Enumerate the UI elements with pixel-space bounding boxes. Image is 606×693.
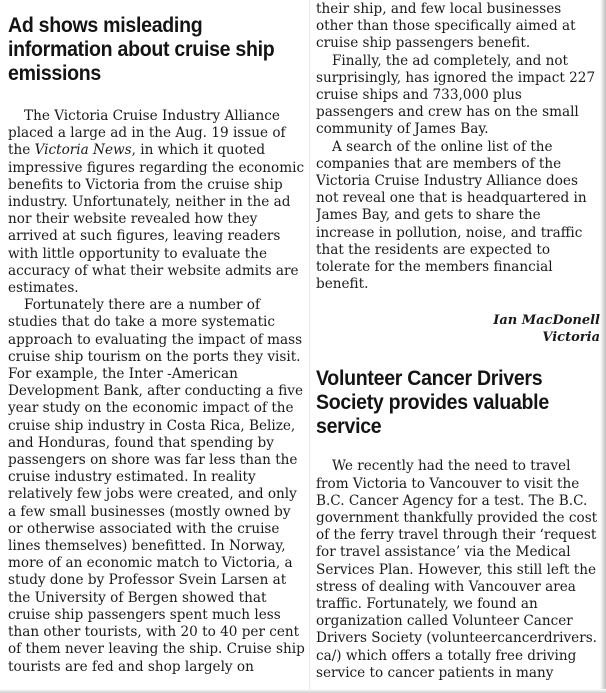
letter-1-body-left	[8, 108, 308, 676]
paragraph: A search of the online list of the companies that are members of the Victoria Cruise Industry Alliance does not reveal one that is headquartered in James Bay, and gets to share the increase in pollution, noise, and traffic that the residents are expected to tolerate for the members financial benefit.	[316, 138, 587, 293]
text-run: , in which it quoted impressive figures regarding the economic benefits to Victoria from the cruise ship industry. Unfortunately, neither in the ad nor their website revealed how they arrived at such figures, leaving readers with little opportunity to evaluate the accuracy of what their website admits are estimates.	[8, 142, 305, 297]
left-column	[8, 0, 308, 693]
letter-1-headline	[8, 14, 308, 86]
headline-line: emissions	[8, 62, 102, 85]
page-bottom-shadow	[0, 689, 606, 693]
paragraph: We recently had the need to travel from Victoria to Vancouver to visit the B.C. Cancer Agency for a test. The B.C. government thankfully provided the cost of the ferry travel through their ‘request for travel assistance’ via the Medical Services Plan. However, this still left the stress of dealing with Vancouver area traffic. Fortunately, we found an organization called Volunteer Cancer Drivers Society (volunteercancerdrivers. ca/) which offers a totally free driving service to cancer patients in many	[316, 458, 598, 681]
author-name: Ian MacDonell	[493, 313, 600, 329]
letter-1-signature	[316, 312, 600, 346]
right-column	[316, 0, 600, 693]
headline-line: Ad shows misleading	[8, 14, 203, 37]
paragraph: Finally, the ad completely, and not surprisingly, has ignored the impact 227 cruise ships and 733,000 plus passengers and crew has on the small community of James Bay.	[316, 52, 596, 138]
headline-line: information about cruise ship	[8, 38, 275, 61]
letter-2-body	[316, 458, 600, 682]
author-location: Victoria	[542, 330, 600, 346]
headline-line: service	[316, 415, 382, 439]
letter-2-headline	[316, 367, 600, 439]
letter-1-body-right	[316, 1, 600, 293]
headline-line: Volunteer Cancer Drivers	[316, 367, 543, 391]
headline-line: Society provides valuable	[316, 391, 549, 415]
column-rule	[309, 0, 310, 693]
paragraph	[8, 108, 308, 297]
publication-name: Victoria News	[34, 142, 132, 159]
paragraph: Fortunately there are a number of studies that do take a more systematic approach to evaluating the impact of mass cruise ship tourism on the ports they visit. For example, the Inter -American Development Bank, after conducting a five year study on the economic impact of the cruise ship industry in Costa Rica, Belize, and Honduras, found that spending by passengers on shore was far less than the cruise industry estimated. In reality relatively few jobs were created, and only a few small businesses (mostly owned by or otherwise associated with the cruise lines themselves) benefitted. In Norway, more of an economic match to Victoria, a study done by Professor Svein Larsen at the University of Bergen showed that cruise ship passengers spent much less than other tourists, with 20 to 40 per cent of them never leaving the ship. Cruise ship tourists are fed and shop largely on	[8, 297, 305, 675]
text-run: The Victoria Cruise Industry Alliance placed a large ad in the Aug. 19 issue of the	[8, 108, 286, 159]
page-edge-shadow	[600, 0, 606, 693]
paragraph: their ship, and few local businesses other than those specifically aimed at cruise ship passengers benefit.	[316, 1, 576, 52]
